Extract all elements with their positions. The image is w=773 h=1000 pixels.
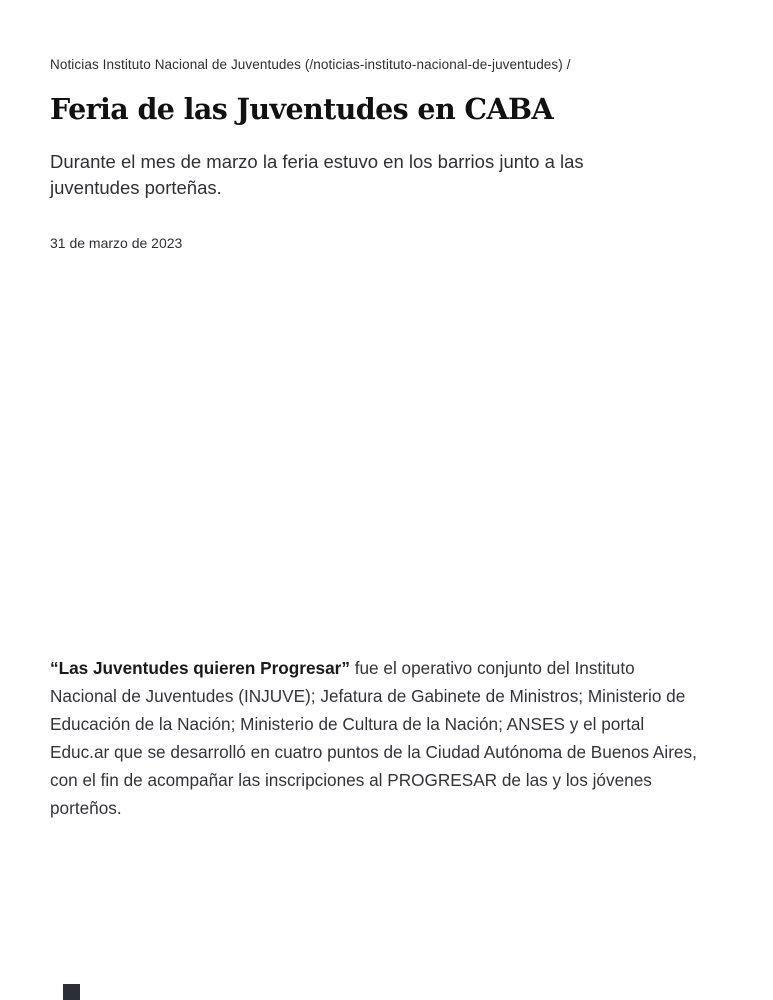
article-body-paragraph [50,654,705,822]
breadcrumb-separator: / [562,57,571,72]
breadcrumb-link-noticias[interactable]: Noticias Instituto Nacional de Juventudes (/noticias-instituto-nacional-de-juventudes) [50,57,563,72]
breadcrumb [50,57,718,73]
article-lead: Durante el mes de marzo la feria estuvo en los barrios junto a las juventudes porteñas. [50,151,584,198]
article-body-text: fue el operativo conjunto del Instituto Nacional de Juventudes (INJUVE); Jefatura de Gabinete de Ministros; Ministerio de Educación de la Nación; Ministerio de Cultura de la Nación; ANSES y el portal Educ.ar que se desarrolló en cuatro puntos de la Ciudad Autónoma de Buenos Aires, con el fin de acompañar las inscripciones al PROGRESAR de las y los jóvenes porteños. [50,658,697,818]
partial-footer-block [63,984,80,1000]
article-body-bold-intro: “Las Juventudes quieren Progresar” [50,658,350,678]
article-date: 31 de marzo de 2023 [50,235,183,251]
article-media-placeholder [50,252,718,654]
page-title: Feria de las Juventudes en CABA [50,92,553,126]
